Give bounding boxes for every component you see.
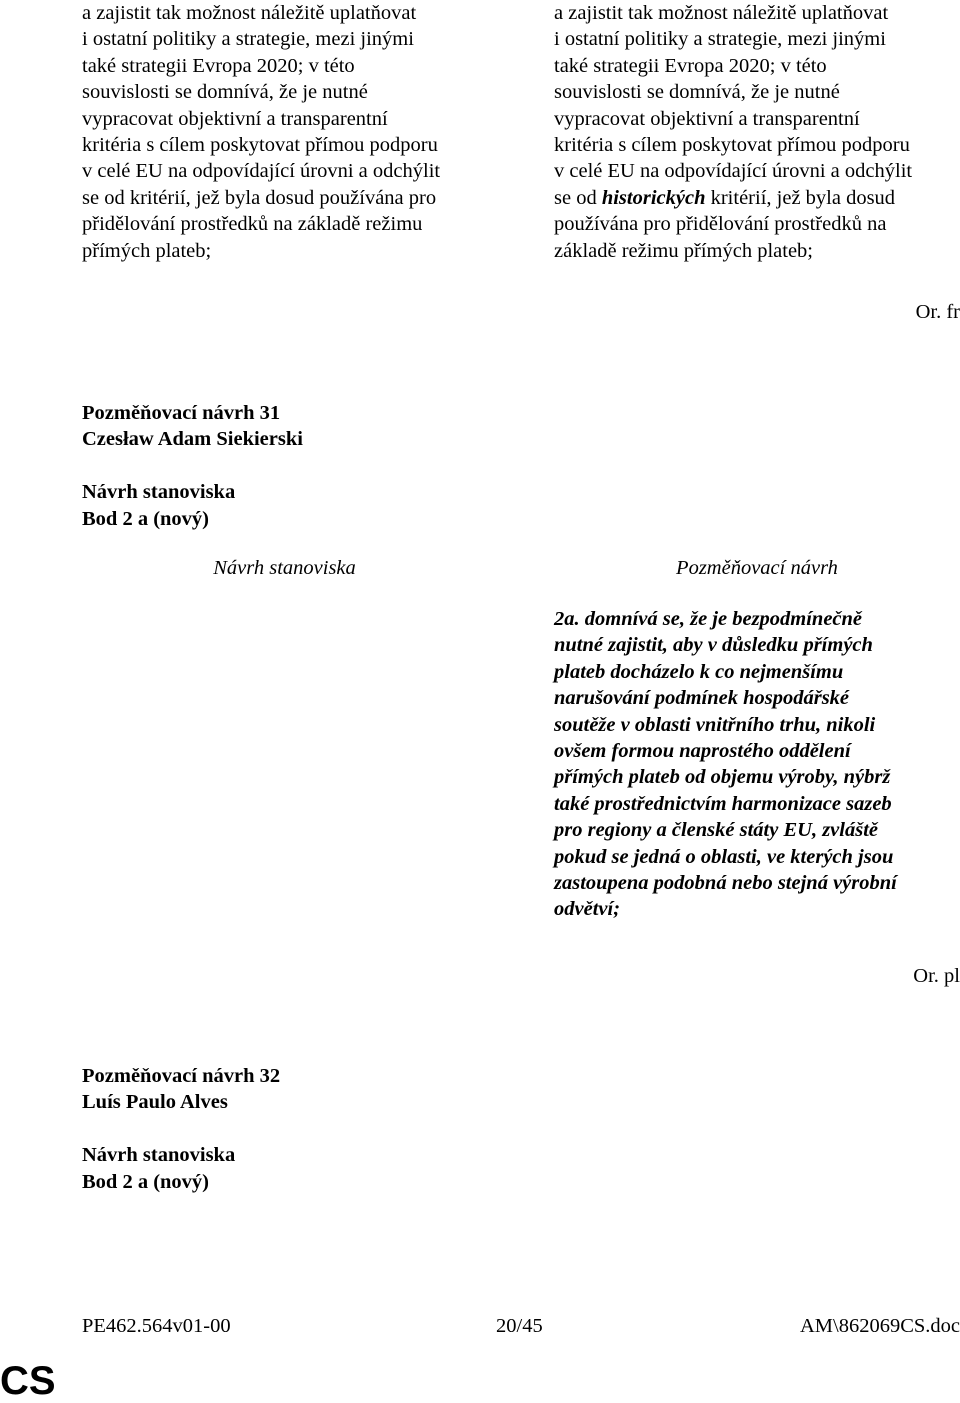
language-code: CS: [0, 1359, 56, 1403]
amendment-title: Pozměňovací návrh 31: [82, 402, 281, 424]
text-line: kritéria s cílem poskytovat přímou podporu: [554, 134, 910, 157]
text-line: a zajistit tak možnost náležitě uplatňovat: [82, 2, 417, 24]
inserted-word: historických: [601, 186, 706, 209]
amendment-header: [82, 400, 303, 532]
text-line: v celé EU na odpovídající úrovni a odchýlit: [82, 160, 441, 183]
text-line: plateb docházelo k co nejmenšímu: [554, 660, 844, 683]
text-line: [554, 185, 960, 211]
text-line: odvětví;: [554, 898, 621, 921]
amendment-author: Czesław Adam Siekierski: [82, 428, 303, 451]
text-line: používána pro přidělování prostředků na: [554, 213, 887, 236]
column-heading-original: Návrh stanoviska: [213, 557, 356, 579]
text-line: ovšem formou naprostého oddělení: [554, 740, 851, 763]
amendment-header: [82, 1063, 280, 1195]
text-line: přidělování prostředků na základě režimu: [82, 213, 423, 236]
text-line: zastoupena podobná nebo stejná výrobní: [554, 872, 897, 895]
text-line: nutné zajistit, aby v důsledku přímých: [554, 634, 873, 657]
original-language-marker: Or. pl: [913, 965, 960, 987]
text-line: soutěže v oblasti vnitřního trhu, nikoli: [554, 713, 876, 736]
column-heading-amendment: Pozměňovací návrh: [676, 557, 838, 579]
file-name: AM\862069CS.doc: [799, 1315, 960, 1337]
amendment-position: Bod 2 a (nový): [82, 1170, 210, 1193]
text-line: i ostatní politiky a strategie, mezi jinými: [554, 28, 886, 51]
text-line: i ostatní politiky a strategie, mezi jinými: [82, 28, 414, 51]
text-line: souvislosti se domnívá, že je nutné: [82, 81, 368, 104]
amendment-position: Bod 2 a (nový): [82, 507, 210, 530]
text-fragment: kritérií, jež byla dosud: [705, 186, 896, 209]
text-line: v celé EU na odpovídající úrovni a odchýlit: [554, 160, 913, 183]
text-line: 2a. domnívá se, že je bezpodmínečně: [554, 608, 863, 630]
text-line: souvislosti se domnívá, že je nutné: [554, 81, 840, 104]
text-line: a zajistit tak možnost náležitě uplatňovat: [554, 2, 889, 24]
text-fragment: se od: [554, 186, 602, 209]
text-line: narušování podmínek hospodářské: [554, 687, 850, 710]
text-line: přímých plateb od objemu výroby, nýbrž: [554, 766, 891, 789]
text-line: vypracovat objektivní a transparentní: [554, 107, 860, 130]
amendment-title: Pozměňovací návrh 32: [82, 1065, 281, 1087]
amended-text-column: [554, 0, 960, 264]
text-line: pokud se jedná o oblasti, ve kterých jsou: [554, 845, 894, 868]
text-line: se od kritérií, jež byla dosud používána pro: [82, 186, 437, 209]
text-line: také strategii Evropa 2020; v této: [554, 54, 827, 77]
document-type: Návrh stanoviska: [82, 481, 236, 504]
text-line: přímých plateb;: [82, 239, 212, 262]
amendment-text: [554, 606, 960, 923]
text-line: pro regiony a členské státy EU, zvláště: [554, 819, 878, 842]
text-line: vypracovat objektivní a transparentní: [82, 107, 388, 130]
original-text-column: [82, 0, 492, 264]
document-reference: PE462.564v01-00: [82, 1315, 231, 1337]
original-language-marker: Or. fr: [915, 301, 960, 323]
page-footer: [82, 1313, 960, 1339]
text-line: kritéria s cílem poskytovat přímou podporu: [82, 134, 438, 157]
page-number: 20/45: [496, 1315, 543, 1337]
text-line: také strategii Evropa 2020; v této: [82, 54, 355, 77]
document-type: Návrh stanoviska: [82, 1144, 236, 1167]
text-line: základě režimu přímých plateb;: [554, 239, 813, 262]
amendment-author: Luís Paulo Alves: [82, 1091, 228, 1114]
text-line: také prostřednictvím harmonizace sazeb: [554, 792, 892, 815]
